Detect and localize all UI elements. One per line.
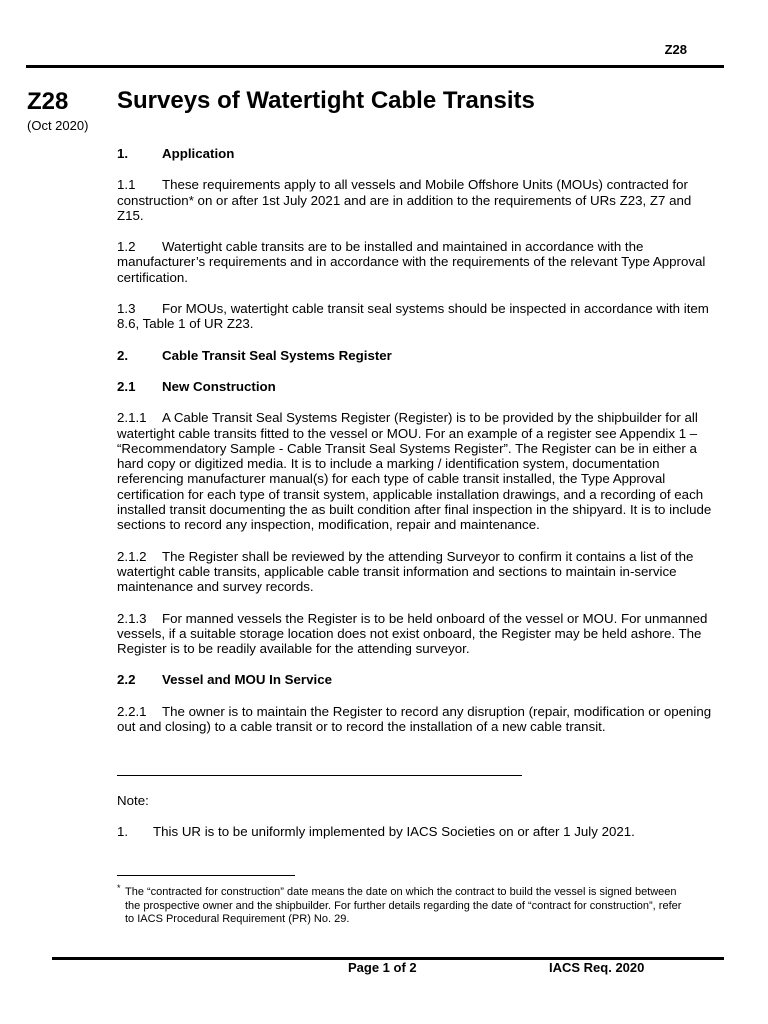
side-date: (Oct 2020) — [27, 118, 89, 133]
section-2-2-heading — [117, 672, 717, 687]
paragraph-text: The Register shall be reviewed by the attending Surveyor to confirm it contains a list of the watertight cable transits, applicable cable transit information and sections to maintain in-service maintenance and survey records. — [117, 548, 694, 595]
paragraph-text: For manned vessels the Register is to be held onboard of the vessel or MOU. For unmanned vessels, if a suitable storage location does not exist onboard, the Register may be held ashore. The Register is to be readily available for the attending surveyor. — [117, 610, 708, 657]
paragraph-1-3 — [117, 301, 717, 332]
page-title: Surveys of Watertight Cable Transits — [117, 87, 535, 114]
paragraph-number: 2.2.1 — [117, 703, 147, 719]
note-item — [117, 824, 635, 839]
section-title: Application — [162, 146, 235, 161]
note-divider — [117, 775, 522, 776]
header-code: Z28 — [664, 42, 687, 57]
paragraph-1-1 — [117, 177, 717, 223]
section-title: Cable Transit Seal Systems Register — [162, 347, 392, 363]
footnote-divider — [117, 875, 295, 876]
paragraph-number: 2.1.1 — [117, 410, 147, 426]
paragraph-number: 1.2 — [117, 239, 136, 255]
section-2-heading — [117, 348, 717, 363]
paragraph-2-2-1 — [117, 704, 717, 735]
paragraph-number: 2.1.2 — [117, 548, 147, 564]
side-code: Z28 — [27, 88, 69, 115]
paragraph-2-1-1 — [117, 410, 717, 532]
document-body — [117, 146, 717, 734]
paragraph-number: 1.1 — [117, 177, 136, 193]
paragraph-text: The owner is to maintain the Register to record any disruption (repair, modification or opening out and closing) to a cable transit or to record the installation of a new cable transit. — [117, 703, 712, 735]
footer-requirement: IACS Req. 2020 — [549, 960, 645, 975]
section-number: 2. — [117, 347, 129, 363]
paragraph-2-1-3 — [117, 611, 717, 657]
paragraph-text: These requirements apply to all vessels and Mobile Offshore Units (MOUs) contracted for construction* on or after 1st July 2021 and are in addition to the requirements of URs Z23, Z7 and Z15. — [117, 177, 692, 223]
footnote-mark: * — [117, 883, 121, 893]
paragraph-2-1-2 — [117, 549, 717, 595]
section-1-heading — [117, 146, 717, 161]
note-label: Note: — [117, 793, 149, 808]
paragraph-number: 2.1.3 — [117, 610, 147, 626]
page-number: Page 1 of 2 — [348, 960, 417, 975]
paragraph-text: Watertight cable transits are to be installed and maintained in accordance with the manufacturer’s requirements and in accordance with the requirements of the relevant Type Approval certification. — [117, 239, 706, 285]
paragraph-1-2 — [117, 239, 717, 285]
paragraph-text: For MOUs, watertight cable transit seal systems should be inspected in accordance with item 8.6, Table 1 of UR Z23. — [117, 301, 709, 332]
header-rule — [26, 65, 724, 68]
paragraph-number: 1.3 — [117, 301, 136, 317]
footnote-text: The “contracted for construction” date means the date on which the contract to build the vessel is signed between the prospective owner and the shipbuilder. For further details regarding the date of “contract for construction”, refer to IACS Procedural Requirement (PR) No. 29. — [125, 886, 682, 925]
section-title: New Construction — [162, 378, 276, 394]
section-title: Vessel and MOU In Service — [162, 672, 332, 688]
section-number: 2.2 — [117, 672, 136, 688]
note-number: 1. — [117, 824, 129, 839]
note-text: This UR is to be uniformly implemented by IACS Societies on or after 1 July 2021. — [153, 824, 635, 839]
section-number: 1. — [117, 146, 129, 161]
section-number: 2.1 — [117, 378, 136, 394]
paragraph-text: A Cable Transit Seal Systems Register (Register) is to be provided by the shipbuilder for all watertight cable transits fitted to the vessel or MOU. For an example of a register see Appendix 1 – “Recommendatory Sample - Cable Transit Seal Systems Register”. The Register can be in either a hard copy or digitized media. It is to include a marking / identification system, documentation referencing manufacturer manual(s) for each type of cable transit installed, the Type Approval certification for each type of transit system, applicable installation drawings, and a recording of each installed transit documenting the as built condition after final inspection in the shipyard. It is to include sections to record any inspection, modification, repair and maintenance. — [117, 410, 712, 533]
section-2-1-heading — [117, 379, 717, 394]
